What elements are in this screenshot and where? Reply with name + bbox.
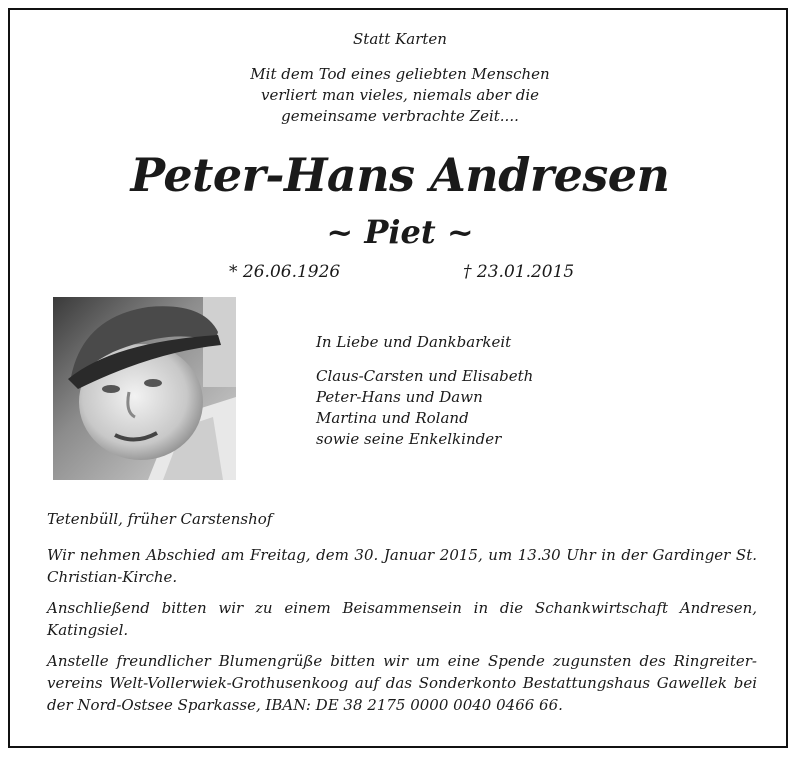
header-text: Statt Karten: [353, 30, 447, 48]
gathering-info: Anschließend bitten wir zu einem Beisammensein in die Schankwirtschaft Andresen, Katingsiel.: [47, 599, 757, 639]
notice-body: [47, 508, 757, 716]
mourner-line: Peter-Hans und Dawn: [316, 388, 483, 406]
donation-info: Anstelle freundlicher Blumengrüße bitten wir um eine Spende zugunsten des Ringreiter-vereins Welt-Vollerwiek-Grothusenkoog auf das Sonderkonto Bestattungshaus Gawellek bei der Nord-Ostsee Sparkasse, IBAN: DE 38 2175 0000 0040 0466 66.: [47, 652, 757, 714]
quote-line: verliert man vieles, niemals aber die: [260, 86, 539, 104]
quote-line: Mit dem Tod eines geliebten Menschen: [250, 65, 550, 83]
mourners-block: [316, 332, 533, 450]
portrait-image: [53, 297, 236, 480]
birth-date: * 26.06.1926: [229, 262, 341, 282]
mourner-line: Claus-Carsten und Elisabeth: [316, 367, 534, 385]
funeral-info: Wir nehmen Abschied am Freitag, dem 30. Januar 2015, um 13.30 Uhr in der Gardinger St. Christian-Kirche.: [47, 546, 757, 586]
mourner-line: sowie seine Enkelkinder: [316, 430, 502, 448]
quote: [0, 64, 800, 127]
deceased-name: Peter-Hans Andresen: [130, 148, 670, 202]
place-line: Tetenbüll, früher Carstenshof: [47, 510, 273, 528]
death-date: † 23.01.2015: [463, 262, 575, 282]
nickname: ~ Piet ~: [326, 213, 474, 251]
dedication: In Liebe und Dankbarkeit: [316, 333, 512, 351]
mourner-line: Martina und Roland: [316, 409, 469, 427]
portrait-photo: [53, 297, 236, 480]
quote-line: gemeinsame verbrachte Zeit....: [281, 107, 519, 125]
